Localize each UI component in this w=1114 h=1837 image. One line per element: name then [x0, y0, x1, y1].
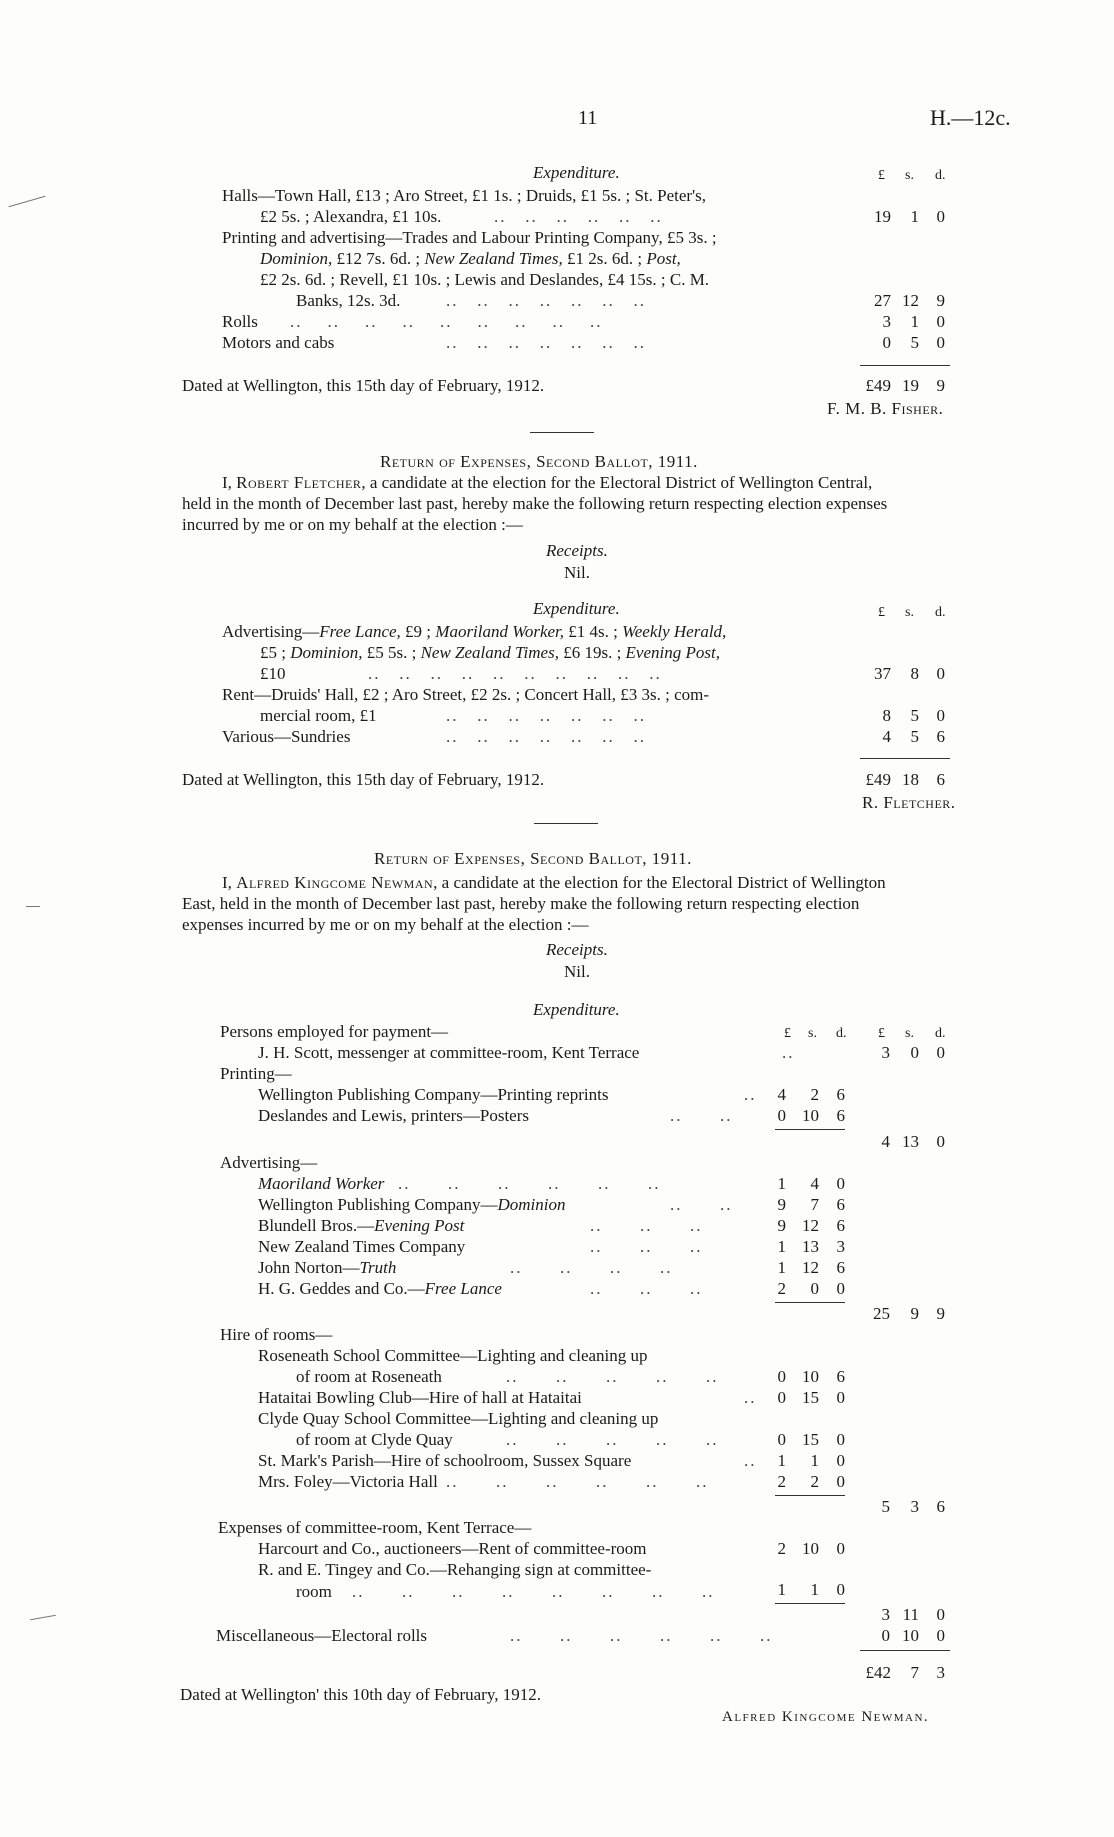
- total-shillings: 19: [902, 376, 919, 395]
- item-label: Wellington Publishing Company—Dominion: [258, 1195, 566, 1214]
- halls-line: £2 5s. ; Alexandra, £1 10s.: [260, 207, 442, 226]
- subtotal-pounds: 0: [881, 1626, 890, 1645]
- expenditure-heading: Expenditure.: [533, 163, 620, 182]
- item-pence: 6: [836, 1106, 845, 1125]
- item-shillings: 1: [810, 1451, 819, 1470]
- intro-line: incurred by me or on my behalf at the election :—: [182, 515, 523, 534]
- subtotal-shillings: 3: [910, 1497, 919, 1516]
- item-pence: 0: [836, 1580, 845, 1599]
- item-shillings: 15: [802, 1430, 819, 1449]
- margin-mark: [26, 906, 40, 907]
- total-pence: 6: [936, 770, 945, 789]
- item-pence: 6: [836, 1258, 845, 1277]
- item-pounds: 4: [777, 1085, 786, 1104]
- dated-line: Dated at Wellington, this 15th day of February, 1912.: [182, 770, 545, 789]
- subtotal-pounds: 3: [881, 1043, 890, 1062]
- rent-line: Rent—Druids' Hall, £2 ; Aro Street, £2 2s. ; Concert Hall, £3 3s. ; com-: [222, 685, 710, 704]
- item-shillings: 4: [810, 1174, 819, 1193]
- subtotal-pence: 0: [936, 1043, 945, 1062]
- section-title: Return of Expenses, Second Ballot, 1911.: [374, 849, 692, 868]
- total-pounds: £42: [865, 1663, 891, 1682]
- amount-pounds: 0: [882, 333, 891, 352]
- total-pounds: £49: [865, 376, 891, 395]
- advertising-line: £5 ; Dominion, £5 5s. ; New Zealand Times, £6 19s. ; Evening Post,: [260, 643, 720, 662]
- total-shillings: 18: [902, 770, 919, 789]
- printing-line: Banks, 12s. 3d.: [296, 291, 401, 310]
- document-reference: H.—12c.: [930, 105, 1011, 130]
- various-label: Various—Sundries: [222, 727, 351, 746]
- item-pence: 6: [836, 1216, 845, 1235]
- unit-shilling: s.: [905, 605, 914, 620]
- subtotal-shillings: 10: [902, 1626, 919, 1645]
- amount-pence: 0: [936, 207, 945, 226]
- item-label: Clyde Quay School Committee—Lighting and cleaning up: [258, 1409, 659, 1428]
- item-label: Hataitai Bowling Club—Hire of hall at Hataitai: [258, 1388, 582, 1407]
- category-heading: Persons employed for payment—: [220, 1022, 449, 1041]
- total-rule: [860, 365, 950, 366]
- total-rule: [860, 758, 950, 759]
- amount-pounds: 37: [874, 664, 891, 683]
- unit-pence: d.: [935, 605, 946, 620]
- expenditure-heading: Expenditure.: [533, 1000, 620, 1019]
- unit-pence: d.: [935, 168, 946, 183]
- item-pence: 6: [836, 1367, 845, 1386]
- item-label: Harcourt and Co., auctioneers—Rent of committee-room: [258, 1539, 647, 1558]
- section-divider: [534, 823, 598, 824]
- item-shillings: 10: [802, 1367, 819, 1386]
- rent-line: mercial room, £1: [260, 706, 377, 725]
- subtotal-pence: 0: [936, 1605, 945, 1624]
- halls-line: Halls—Town Hall, £13 ; Aro Street, £1 1s. ; Druids, £1 5s. ; St. Peter's,: [222, 186, 706, 205]
- subtotal-pounds: 3: [881, 1605, 890, 1624]
- item-label: Maoriland Worker: [258, 1174, 385, 1193]
- signature: F. M. B. Fisher.: [827, 399, 944, 418]
- intro-line: held in the month of December last past, hereby make the following return respecting election expenses: [182, 494, 888, 513]
- unit-pound: £: [784, 1026, 791, 1041]
- item-label: Blundell Bros.—Evening Post: [258, 1216, 465, 1235]
- printing-line: Printing and advertising—Trades and Labour Printing Company, £5 3s. ;: [222, 228, 717, 247]
- unit-pound: £: [878, 605, 885, 620]
- item-shillings: 13: [802, 1237, 819, 1256]
- item-pence: 6: [836, 1195, 845, 1214]
- subtotal-pence: 6: [936, 1497, 945, 1516]
- advertising-line: £10: [260, 664, 286, 683]
- amount-shillings: 5: [910, 333, 919, 352]
- item-label: New Zealand Times Company: [258, 1237, 466, 1256]
- item-pounds: 2: [777, 1539, 786, 1558]
- item-pounds: 0: [777, 1367, 786, 1386]
- item-pence: 0: [836, 1430, 845, 1449]
- section-divider: [530, 432, 594, 433]
- item-label: H. G. Geddes and Co.—Free Lance: [258, 1279, 502, 1298]
- amount-pounds: 27: [874, 291, 891, 310]
- intro-line: East, held in the month of December last past, hereby make the following return respecting election: [182, 894, 860, 913]
- rolls-label: Rolls: [222, 312, 258, 331]
- item-shillings: 10: [802, 1106, 819, 1125]
- item-pounds: 1: [777, 1451, 786, 1470]
- item-pounds: 2: [777, 1472, 786, 1491]
- item-label: Mrs. Foley—Victoria Hall: [258, 1472, 438, 1491]
- item-pounds: 1: [777, 1237, 786, 1256]
- item-label: Wellington Publishing Company—Printing reprints: [258, 1085, 609, 1104]
- margin-mark: [30, 1615, 56, 1620]
- unit-shilling: s.: [808, 1026, 817, 1041]
- printing-line: Dominion, £12 7s. 6d. ; New Zealand Times, £1 2s. 6d. ; Post,: [260, 249, 681, 268]
- unit-pound: £: [878, 1026, 885, 1041]
- subtotal-rule: [775, 1495, 845, 1496]
- receipts-nil: Nil.: [564, 563, 590, 582]
- item-pence: 0: [836, 1279, 845, 1298]
- item-pounds: 2: [777, 1279, 786, 1298]
- advertising-line: Advertising—Free Lance, £9 ; Maoriland Worker, £1 4s. ; Weekly Herald,: [222, 622, 727, 641]
- item-label: J. H. Scott, messenger at committee-room, Kent Terrace: [258, 1043, 640, 1062]
- item-pence: 0: [836, 1388, 845, 1407]
- total-pence: 9: [936, 376, 945, 395]
- item-pence: 0: [836, 1472, 845, 1491]
- total-shillings: 7: [910, 1663, 919, 1682]
- receipts-heading: Receipts.: [546, 541, 608, 560]
- subtotal-shillings: 0: [910, 1043, 919, 1062]
- subtotal-shillings: 11: [902, 1605, 919, 1624]
- item-pounds: 9: [777, 1195, 786, 1214]
- page-number: 11: [578, 107, 598, 129]
- expenditure-heading: Expenditure.: [533, 599, 620, 618]
- item-pence: 0: [836, 1451, 845, 1470]
- item-label: of room at Clyde Quay: [296, 1430, 453, 1449]
- item-label: R. and E. Tingey and Co.—Rehanging sign at committee-: [258, 1560, 652, 1579]
- amount-pence: 0: [936, 312, 945, 331]
- category-heading: Printing—: [220, 1064, 292, 1083]
- item-pence: 0: [836, 1539, 845, 1558]
- item-pounds: 1: [777, 1174, 786, 1193]
- receipts-heading: Receipts.: [546, 940, 608, 959]
- item-label: John Norton—Truth: [258, 1258, 397, 1277]
- subtotal-pence: 0: [936, 1626, 945, 1645]
- item-shillings: 7: [810, 1195, 819, 1214]
- item-shillings: 12: [802, 1258, 819, 1277]
- motors-label: Motors and cabs: [222, 333, 335, 352]
- total-pence: 3: [936, 1663, 945, 1682]
- total-rule: [860, 1650, 950, 1651]
- item-shillings: 1: [810, 1580, 819, 1599]
- item-shillings: 12: [802, 1216, 819, 1235]
- unit-pence: d.: [935, 1026, 946, 1041]
- item-pounds: 0: [777, 1430, 786, 1449]
- item-pounds: 9: [777, 1216, 786, 1235]
- item-label: Roseneath School Committee—Lighting and cleaning up: [258, 1346, 648, 1365]
- subtotal-shillings: 9: [910, 1304, 919, 1323]
- amount-pence: 0: [936, 664, 945, 683]
- item-label: St. Mark's Parish—Hire of schoolroom, Sussex Square: [258, 1451, 632, 1470]
- subtotal-rule: [775, 1129, 845, 1130]
- item-pence: 3: [836, 1237, 845, 1256]
- item-pounds: 0: [777, 1106, 786, 1125]
- amount-shillings: 5: [910, 706, 919, 725]
- item-label: Deslandes and Lewis, printers—Posters: [258, 1106, 530, 1125]
- category-heading: Advertising—: [220, 1153, 318, 1172]
- subtotal-pounds: 25: [873, 1304, 890, 1323]
- total-pounds: £49: [865, 770, 891, 789]
- intro-line: expenses incurred by me or on my behalf at the election :—: [182, 915, 589, 934]
- intro-line: I, Robert Fletcher, a candidate at the election for the Electoral District of Wellington Central,: [222, 473, 873, 492]
- amount-pence: 6: [936, 727, 945, 746]
- item-shillings: 15: [802, 1388, 819, 1407]
- item-shillings: 2: [810, 1085, 819, 1104]
- item-pounds: 1: [777, 1258, 786, 1277]
- subtotal-rule: [775, 1603, 845, 1604]
- unit-shilling: s.: [905, 1026, 914, 1041]
- unit-pound: £: [878, 168, 885, 183]
- amount-pounds: 19: [874, 207, 891, 226]
- amount-pounds: 4: [882, 727, 891, 746]
- dated-line: Dated at Wellington, this 15th day of February, 1912.: [182, 376, 545, 395]
- amount-shillings: 8: [910, 664, 919, 683]
- subtotal-pounds: 4: [881, 1132, 890, 1151]
- category-heading: Hire of rooms—: [220, 1325, 333, 1344]
- item-pounds: 1: [777, 1580, 786, 1599]
- amount-pounds: 8: [882, 706, 891, 725]
- section-title: Return of Expenses, Second Ballot, 1911.: [380, 452, 698, 471]
- item-label: room: [296, 1582, 332, 1601]
- category-heading: Expenses of committee-room, Kent Terrace—: [218, 1518, 532, 1537]
- margin-mark: [9, 196, 46, 207]
- item-pence: 0: [836, 1174, 845, 1193]
- amount-pence: 0: [936, 333, 945, 352]
- signature: R. Fletcher.: [862, 793, 956, 812]
- amount-shillings: 12: [902, 291, 919, 310]
- subtotal-pence: 0: [936, 1132, 945, 1151]
- item-shillings: 10: [802, 1539, 819, 1558]
- item-pence: 6: [836, 1085, 845, 1104]
- subtotal-pence: 9: [936, 1304, 945, 1323]
- unit-shilling: s.: [905, 168, 914, 183]
- unit-pence: d.: [836, 1026, 847, 1041]
- item-label: of room at Roseneath: [296, 1367, 442, 1386]
- item-pounds: 0: [777, 1388, 786, 1407]
- subtotal-shillings: 13: [902, 1132, 919, 1151]
- dated-line: Dated at Wellington' this 10th day of February, 1912.: [180, 1685, 541, 1704]
- intro-line: I, Alfred Kingcome Newman, a candidate at the election for the Electoral District of Wellington: [222, 873, 886, 892]
- amount-pence: 0: [936, 706, 945, 725]
- subtotal-rule: [775, 1302, 845, 1303]
- signature: Alfred Kingcome Newman.: [722, 1709, 930, 1725]
- misc-label: Miscellaneous—Electoral rolls: [216, 1626, 428, 1645]
- printing-line: £2 2s. 6d. ; Revell, £1 10s. ; Lewis and Deslandes, £4 15s. ; C. M.: [260, 270, 710, 289]
- receipts-nil: Nil.: [564, 962, 590, 981]
- amount-shillings: 5: [910, 727, 919, 746]
- subtotal-pounds: 5: [881, 1497, 890, 1516]
- amount-shillings: 1: [910, 312, 919, 331]
- item-shillings: 0: [810, 1279, 819, 1298]
- item-shillings: 2: [810, 1472, 819, 1491]
- amount-pence: 9: [936, 291, 945, 310]
- amount-pounds: 3: [882, 312, 891, 331]
- amount-shillings: 1: [910, 207, 919, 226]
